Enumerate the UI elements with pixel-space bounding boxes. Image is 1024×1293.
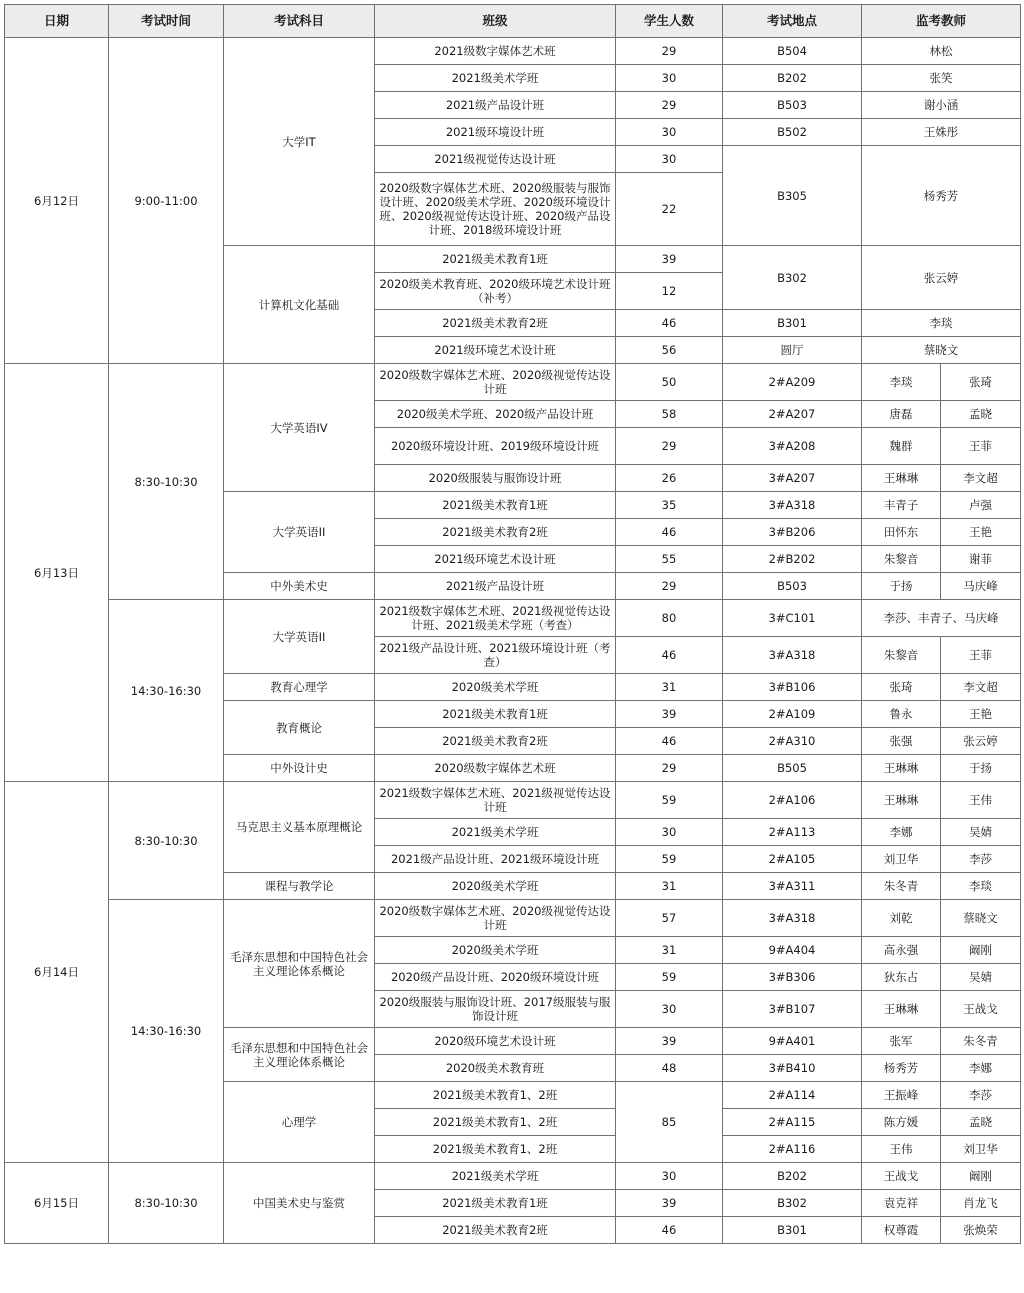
place-cell: B505	[723, 755, 862, 782]
class-cell: 2020级数字媒体艺术班	[375, 755, 616, 782]
subject-cell: 大学英语IV	[224, 364, 375, 492]
teacher2-cell: 朱冬青	[941, 1028, 1021, 1055]
teacher2-cell: 卢强	[941, 492, 1021, 519]
place-cell: 2#A209	[723, 364, 862, 401]
place-cell: 3#B206	[723, 519, 862, 546]
class-cell: 2021级美术教育2班	[375, 310, 616, 337]
class-cell: 2021级美术教育1班	[375, 492, 616, 519]
place-cell: 3#A318	[723, 900, 862, 937]
teacher2-cell: 李文超	[941, 674, 1021, 701]
teacher2-cell: 张焕荣	[941, 1217, 1021, 1244]
teacher-cell: 李娜	[862, 819, 941, 846]
teacher-cell: 朱黎音	[862, 546, 941, 573]
count-cell: 29	[616, 38, 723, 65]
class-cell: 2021级数字媒体艺术班、2021级视觉传达设计班、2021级美术学班（考查）	[375, 600, 616, 637]
date-cell: 6月13日	[5, 364, 109, 782]
class-cell: 2021级产品设计班、2021级环境设计班	[375, 846, 616, 873]
teacher-cell: 李莎、丰青子、马庆峰	[862, 600, 1021, 637]
class-cell: 2021级环境艺术设计班	[375, 337, 616, 364]
table-row	[5, 1163, 1021, 1190]
time-cell: 14:30-16:30	[109, 600, 224, 782]
count-cell: 35	[616, 492, 723, 519]
teacher-cell: 王琳琳	[862, 755, 941, 782]
class-cell: 2021级美术教育1、2班	[375, 1136, 616, 1163]
place-cell: B202	[723, 1163, 862, 1190]
teacher-cell: 田怀东	[862, 519, 941, 546]
count-cell: 46	[616, 728, 723, 755]
header-subject: 考试科目	[224, 5, 375, 38]
place-cell: 2#A105	[723, 846, 862, 873]
class-cell: 2021级环境艺术设计班	[375, 546, 616, 573]
teacher-cell: 朱黎音	[862, 637, 941, 674]
count-cell: 22	[616, 173, 723, 246]
teacher2-cell: 吴婧	[941, 819, 1021, 846]
class-cell: 2020级美术学班、2020级产品设计班	[375, 401, 616, 428]
class-cell: 2021级美术学班	[375, 65, 616, 92]
time-cell: 8:30-10:30	[109, 364, 224, 600]
class-cell: 2021级美术教育1、2班	[375, 1082, 616, 1109]
subject-cell: 课程与教学论	[224, 873, 375, 900]
place-cell: 3#A318	[723, 492, 862, 519]
subject-cell: 中国美术史与鉴赏	[224, 1163, 375, 1244]
count-cell: 39	[616, 1028, 723, 1055]
teacher-cell: 丰青子	[862, 492, 941, 519]
class-cell: 2021级美术教育1班	[375, 701, 616, 728]
teacher2-cell: 王艳	[941, 519, 1021, 546]
class-cell: 2021级数字媒体艺术班、2021级视觉传达设计班	[375, 782, 616, 819]
teacher-cell: 李琰	[862, 364, 941, 401]
place-cell: 3#A311	[723, 873, 862, 900]
count-cell: 29	[616, 428, 723, 465]
count-cell: 46	[616, 310, 723, 337]
count-cell: 30	[616, 119, 723, 146]
teacher2-cell: 于扬	[941, 755, 1021, 782]
teacher-cell: 张军	[862, 1028, 941, 1055]
place-cell: B504	[723, 38, 862, 65]
place-cell: 3#B107	[723, 991, 862, 1028]
count-cell: 80	[616, 600, 723, 637]
subject-cell: 计算机文化基础	[224, 246, 375, 364]
teacher-cell: 朱冬青	[862, 873, 941, 900]
date-cell: 6月12日	[5, 38, 109, 364]
place-cell: 2#A115	[723, 1109, 862, 1136]
teacher-cell: 权尊霞	[862, 1217, 941, 1244]
teacher-cell: 张强	[862, 728, 941, 755]
class-cell: 2021级数字媒体艺术班	[375, 38, 616, 65]
teacher-cell: 王姝彤	[862, 119, 1021, 146]
header-date: 日期	[5, 5, 109, 38]
class-cell: 2021级美术教育2班	[375, 519, 616, 546]
teacher-cell: 王琳琳	[862, 782, 941, 819]
place-cell: 3#B306	[723, 964, 862, 991]
class-cell: 2021级美术教育2班	[375, 728, 616, 755]
count-cell: 59	[616, 964, 723, 991]
teacher-cell: 陈方媛	[862, 1109, 941, 1136]
count-cell: 48	[616, 1055, 723, 1082]
teacher2-cell: 李娜	[941, 1055, 1021, 1082]
teacher-cell: 于扬	[862, 573, 941, 600]
teacher2-cell: 王艳	[941, 701, 1021, 728]
teacher-cell: 杨秀芳	[862, 146, 1021, 246]
count-cell: 56	[616, 337, 723, 364]
time-cell: 14:30-16:30	[109, 900, 224, 1163]
place-cell: B503	[723, 573, 862, 600]
class-cell: 2020级产品设计班、2020级环境设计班	[375, 964, 616, 991]
count-cell: 59	[616, 782, 723, 819]
count-cell: 57	[616, 900, 723, 937]
place-cell: 2#A106	[723, 782, 862, 819]
place-cell: B301	[723, 1217, 862, 1244]
class-cell: 2021级美术学班	[375, 1163, 616, 1190]
place-cell: 2#A114	[723, 1082, 862, 1109]
place-cell: 3#C101	[723, 600, 862, 637]
teacher-cell: 袁克祥	[862, 1190, 941, 1217]
teacher2-cell: 蔡晓文	[941, 900, 1021, 937]
header-teacher: 监考教师	[862, 5, 1021, 38]
teacher2-cell: 王战戈	[941, 991, 1021, 1028]
place-cell: 3#A207	[723, 465, 862, 492]
count-cell: 46	[616, 637, 723, 674]
count-cell: 39	[616, 1190, 723, 1217]
teacher-cell: 王振峰	[862, 1082, 941, 1109]
teacher-cell: 刘乾	[862, 900, 941, 937]
count-cell: 26	[616, 465, 723, 492]
table-row	[5, 782, 1021, 819]
class-cell: 2021级美术学班	[375, 819, 616, 846]
class-cell: 2020级美术学班	[375, 873, 616, 900]
class-cell: 2021级产品设计班	[375, 573, 616, 600]
teacher-cell: 蔡晓文	[862, 337, 1021, 364]
table-row	[5, 900, 1021, 937]
count-cell: 29	[616, 755, 723, 782]
class-cell: 2020级数字媒体艺术班、2020级视觉传达设计班	[375, 364, 616, 401]
class-cell: 2020级环境设计班、2019级环境设计班	[375, 428, 616, 465]
place-cell: 9#A401	[723, 1028, 862, 1055]
class-cell: 2020级环境艺术设计班	[375, 1028, 616, 1055]
count-cell: 31	[616, 873, 723, 900]
count-cell: 30	[616, 819, 723, 846]
place-cell: 2#A116	[723, 1136, 862, 1163]
teacher2-cell: 阚刚	[941, 1163, 1021, 1190]
class-cell: 2021级美术教育1班	[375, 1190, 616, 1217]
place-cell: B305	[723, 146, 862, 246]
place-cell: 3#A318	[723, 637, 862, 674]
teacher-cell: 张琦	[862, 674, 941, 701]
place-cell: 圆厅	[723, 337, 862, 364]
count-cell: 46	[616, 519, 723, 546]
class-cell: 2020级美术教育班、2020级环境艺术设计班（补考）	[375, 273, 616, 310]
teacher-cell: 魏群	[862, 428, 941, 465]
count-cell: 30	[616, 1163, 723, 1190]
class-cell: 2021级美术教育1班	[375, 246, 616, 273]
teacher-cell: 鲁永	[862, 701, 941, 728]
place-cell: 3#B410	[723, 1055, 862, 1082]
teacher-cell: 高永强	[862, 937, 941, 964]
subject-cell: 心理学	[224, 1082, 375, 1163]
count-cell: 55	[616, 546, 723, 573]
table-row	[5, 38, 1021, 65]
count-cell: 39	[616, 701, 723, 728]
teacher-cell: 张云婷	[862, 246, 1021, 310]
count-cell: 85	[616, 1082, 723, 1163]
class-cell: 2020级服装与服饰设计班	[375, 465, 616, 492]
count-cell: 46	[616, 1217, 723, 1244]
count-cell: 29	[616, 92, 723, 119]
place-cell: B302	[723, 1190, 862, 1217]
teacher2-cell: 吴婧	[941, 964, 1021, 991]
date-cell: 6月14日	[5, 782, 109, 1163]
subject-cell: 中外设计史	[224, 755, 375, 782]
teacher2-cell: 肖龙飞	[941, 1190, 1021, 1217]
place-cell: 2#A109	[723, 701, 862, 728]
place-cell: B202	[723, 65, 862, 92]
count-cell: 58	[616, 401, 723, 428]
place-cell: 2#A310	[723, 728, 862, 755]
time-cell: 8:30-10:30	[109, 782, 224, 900]
class-cell: 2020级美术教育班	[375, 1055, 616, 1082]
teacher2-cell: 王伟	[941, 782, 1021, 819]
teacher2-cell: 孟晓	[941, 1109, 1021, 1136]
place-cell: B502	[723, 119, 862, 146]
teacher-cell: 张笑	[862, 65, 1021, 92]
subject-cell: 中外美术史	[224, 573, 375, 600]
time-cell: 8:30-10:30	[109, 1163, 224, 1244]
class-cell: 2020级数字媒体艺术班、2020级视觉传达设计班	[375, 900, 616, 937]
subject-cell: 毛泽东思想和中国特色社会主义理论体系概论	[224, 900, 375, 1028]
place-cell: B302	[723, 246, 862, 310]
count-cell: 59	[616, 846, 723, 873]
teacher-cell: 王伟	[862, 1136, 941, 1163]
teacher2-cell: 李琰	[941, 873, 1021, 900]
teacher2-cell: 王菲	[941, 637, 1021, 674]
teacher-cell: 王琳琳	[862, 991, 941, 1028]
class-cell: 2021级美术教育2班	[375, 1217, 616, 1244]
class-cell: 2021级产品设计班	[375, 92, 616, 119]
teacher2-cell: 张云婷	[941, 728, 1021, 755]
teacher-cell: 唐磊	[862, 401, 941, 428]
count-cell: 31	[616, 674, 723, 701]
subject-cell: 教育概论	[224, 701, 375, 755]
teacher-cell: 林松	[862, 38, 1021, 65]
place-cell: 2#B202	[723, 546, 862, 573]
place-cell: 2#A113	[723, 819, 862, 846]
table-row	[5, 600, 1021, 637]
teacher2-cell: 刘卫华	[941, 1136, 1021, 1163]
teacher-cell: 李琰	[862, 310, 1021, 337]
table-row	[5, 364, 1021, 401]
class-cell: 2021级产品设计班、2021级环境设计班（考查）	[375, 637, 616, 674]
teacher-cell: 刘卫华	[862, 846, 941, 873]
class-cell: 2020级美术学班	[375, 937, 616, 964]
count-cell: 30	[616, 65, 723, 92]
class-cell: 2020级美术学班	[375, 674, 616, 701]
teacher2-cell: 李莎	[941, 1082, 1021, 1109]
count-cell: 39	[616, 246, 723, 273]
place-cell: 2#A207	[723, 401, 862, 428]
count-cell: 50	[616, 364, 723, 401]
date-cell: 6月15日	[5, 1163, 109, 1244]
teacher2-cell: 张琦	[941, 364, 1021, 401]
place-cell: B301	[723, 310, 862, 337]
class-cell: 2021级环境设计班	[375, 119, 616, 146]
class-cell: 2021级美术教育1、2班	[375, 1109, 616, 1136]
teacher2-cell: 谢菲	[941, 546, 1021, 573]
teacher-cell: 杨秀芳	[862, 1055, 941, 1082]
header-row	[5, 5, 1021, 38]
class-cell: 2021级视觉传达设计班	[375, 146, 616, 173]
teacher-cell: 谢小涵	[862, 92, 1021, 119]
count-cell: 12	[616, 273, 723, 310]
header-class: 班级	[375, 5, 616, 38]
subject-cell: 马克思主义基本原理概论	[224, 782, 375, 873]
header-time: 考试时间	[109, 5, 224, 38]
subject-cell: 大学英语II	[224, 600, 375, 674]
teacher2-cell: 李文超	[941, 465, 1021, 492]
count-cell: 31	[616, 937, 723, 964]
subject-cell: 教育心理学	[224, 674, 375, 701]
class-cell: 2020级数字媒体艺术班、2020级服装与服饰设计班、2020级美术学班、2020级环境设计班、2020级视觉传达设计班、2020级产品设计班、2018级环境设计班	[375, 173, 616, 246]
count-cell: 29	[616, 573, 723, 600]
header-count: 学生人数	[616, 5, 723, 38]
teacher2-cell: 阚刚	[941, 937, 1021, 964]
teacher2-cell: 马庆峰	[941, 573, 1021, 600]
teacher-cell: 王战戈	[862, 1163, 941, 1190]
place-cell: B503	[723, 92, 862, 119]
teacher-cell: 王琳琳	[862, 465, 941, 492]
class-cell: 2020级服装与服饰设计班、2017级服装与服饰设计班	[375, 991, 616, 1028]
subject-cell: 大学IT	[224, 38, 375, 246]
count-cell: 30	[616, 146, 723, 173]
subject-cell: 大学英语II	[224, 492, 375, 573]
place-cell: 3#B106	[723, 674, 862, 701]
place-cell: 3#A208	[723, 428, 862, 465]
subject-cell: 毛泽东思想和中国特色社会主义理论体系概论	[224, 1028, 375, 1082]
teacher2-cell: 李莎	[941, 846, 1021, 873]
teacher-cell: 狄东占	[862, 964, 941, 991]
place-cell: 9#A404	[723, 937, 862, 964]
count-cell: 30	[616, 991, 723, 1028]
header-place: 考试地点	[723, 5, 862, 38]
teacher2-cell: 孟晓	[941, 401, 1021, 428]
time-cell: 9:00-11:00	[109, 38, 224, 364]
exam-schedule-table	[4, 4, 1021, 1244]
teacher2-cell: 王菲	[941, 428, 1021, 465]
